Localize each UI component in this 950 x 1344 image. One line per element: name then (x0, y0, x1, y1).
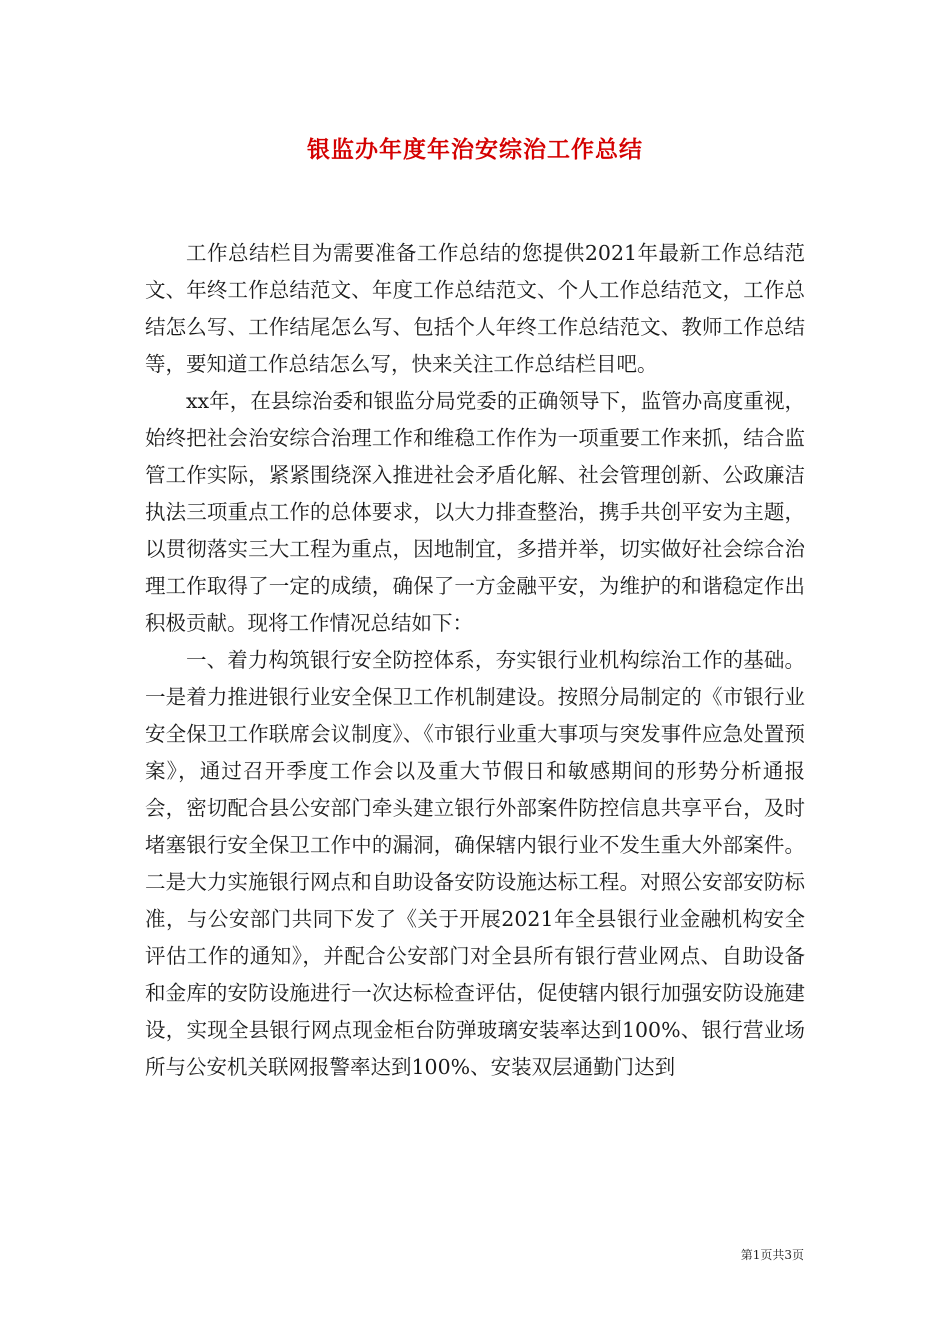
page-number: 第1页共3页 (740, 1248, 804, 1262)
paragraph-section-one: 一、着力构筑银行安全防控体系，夯实银行业机构综治工作的基础。一是着力推进银行业安全保卫工作机制建设。按照分局制定的《市银行业安全保卫工作联席会议制度》、《市银行业重大事项与突发事件应急处置预案》，通过召开季度工作会以及重大节假日和敏感期间的形势分析通报会，密切配合县公安部门牵头建立银行外部案件防控信息共享平台，及时堵塞银行安全保卫工作中的漏洞，确保辖内银行业不发生重大外部案件。二是大力实施银行网点和自助设备安防设施达标工程。对照公安部安防标准，与公安部门共同下发了《关于开展2021年全县银行业金融机构安全评估工作的通知》，并配合公安部门对全县所有银行营业网点、自助设备和金库的安防设施进行一次达标检查评估，促使辖内银行加强安防设施建设，实现全县银行网点现金柜台防弹玻璃安装率达到100%、银行营业场所与公安机关联网报警率达到100%、安装双层通勤门达到 (145, 648, 805, 1079)
document-body (145, 235, 805, 1086)
paragraph-overview: xx年，在县综治委和银监分局党委的正确领导下，监管办高度重视，始终把社会治安综合治理工作和维稳工作作为一项重要工作来抓，结合监管工作实际，紧紧围绕深入推进社会矛盾化解、社会管理创新、公政廉洁执法三项重点工作的总体要求，以大力排查整治，携手共创平安为主题，以贯彻落实三大工程为重点，因地制宜，多措并举，切实做好社会综合治理工作取得了一定的成绩，确保了一方金融平安，为维护的和谐稳定作出积极贡献。现将工作情况总结如下： (145, 389, 805, 635)
paragraph-intro: 工作总结栏目为需要准备工作总结的您提供2021年最新工作总结范文、年终工作总结范文、年度工作总结范文、个人工作总结范文，工作总结怎么写、工作结尾怎么写、包括个人年终工作总结范文、教师工作总结等，要知道工作总结怎么写，快来关注工作总结栏目吧。 (145, 241, 805, 376)
document-title: 银监办年度年治安综治工作总结 (307, 136, 643, 163)
